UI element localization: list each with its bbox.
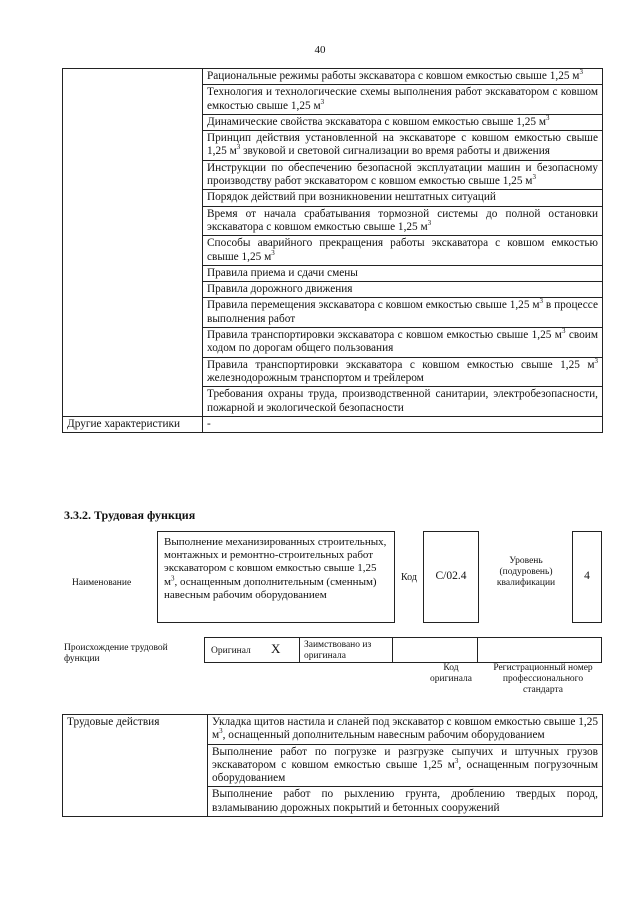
row-sup: 3 <box>427 219 432 228</box>
borrowed-box <box>299 637 393 663</box>
actions-label-cell <box>63 715 208 817</box>
knowledge-cell <box>203 206 603 236</box>
row-text: Выполнение работ по рыхлению грунта, дроблению твердых пород, взламыванию дорожных покрытий и бетонных сооружений <box>212 788 598 814</box>
name-label: Наименование <box>72 578 132 588</box>
row-text: Правила приема и сдачи смены <box>207 266 358 279</box>
empty-label-cell <box>63 69 203 417</box>
row-after: своим ходом по дорогам общего пользования <box>207 329 598 355</box>
row-after: звуковой и световой сигнализации во время работы и движения <box>240 145 550 158</box>
row-text: Время от начала срабатывания тормозной системы до полной остановки экскаватора с ковшом емкостью свыше 1,25 м <box>207 207 598 233</box>
code-caption: Код оригинала <box>430 663 472 684</box>
row-text: Правила дорожного движения <box>207 283 353 296</box>
level-label: Уровень (подуровень) квалификации <box>496 556 556 588</box>
knowledge-cell <box>203 160 603 190</box>
knowledge-cell <box>203 236 603 266</box>
row-sup: 3 <box>594 356 598 365</box>
original-code-box <box>392 637 478 663</box>
row-sup: 3 <box>545 114 550 123</box>
code-value: C/02.4 <box>423 531 479 623</box>
other-label: Другие характеристики <box>67 417 181 430</box>
row-text: Технология и технологические схемы выполнения работ экскаватором с ковшом емкостью свыше 1,25 м <box>207 86 598 112</box>
page-number: 40 <box>314 44 326 56</box>
row-text: Укладка щитов настила и сланей под экскаватор с ковшом емкостью свыше 1,25 м <box>212 716 599 742</box>
function-name-text: Выполнение механизированных строительных, монтажных и ремонтно-строительных работ экскаватором с ковшом емкостью свыше 1,25 м <box>164 536 387 588</box>
level-value: 4 <box>572 531 602 623</box>
row-sup: 3 <box>579 68 583 77</box>
knowledge-table <box>62 68 603 433</box>
original-label: Оригинал <box>211 646 251 656</box>
section-heading: 3.3.2. Трудовая функция <box>64 508 196 522</box>
row-after: железнодорожным транспортом и трейлером <box>207 371 424 384</box>
row-text: Принцип действия установленной на экскаваторе с ковшом емкостью свыше 1,25 м <box>207 132 598 158</box>
reg-number-box <box>477 637 602 663</box>
row-sup: 3 <box>236 143 241 152</box>
knowledge-cell <box>203 357 603 387</box>
knowledge-cell <box>203 298 603 328</box>
row-text: Требования охраны труда, производственной санитарии, электробезопасности, пожарной и экологической безопасности <box>207 388 598 414</box>
row-sup: 3 <box>320 97 325 106</box>
row-text: Правила перемещения экскаватора с ковшом емкостью свыше 1,25 м <box>207 299 540 312</box>
knowledge-cell <box>203 328 603 358</box>
row-text: Правила транспортировки экскаватора с ковшом емкостью свыше 1,25 м <box>207 358 595 371</box>
action-cell <box>208 787 603 817</box>
knowledge-cell <box>203 265 603 281</box>
knowledge-cell <box>203 282 603 298</box>
row-sup: 3 <box>454 757 459 766</box>
function-name-after: , оснащенным дополнительным (сменным) навесным рабочим оборудованием <box>164 575 377 601</box>
row-text: Инструкции по обеспечению безопасной эксплуатации машин и безопасному производству работ экскаватором с ковшом емкостью свыше 1,25 м <box>207 161 598 188</box>
knowledge-cell <box>203 131 603 161</box>
row-sup: 3 <box>219 727 223 736</box>
borrowed-label: Заимствовано из оригинала <box>304 640 372 661</box>
knowledge-cell <box>203 114 603 130</box>
row-after: , оснащенным погрузочным оборудованием <box>212 758 599 785</box>
row-sup: 3 <box>561 327 566 336</box>
other-value-cell <box>203 416 603 432</box>
row-after: в процессе выполнения работ <box>207 299 598 325</box>
row-sup: 3 <box>539 297 544 306</box>
other-row <box>63 416 603 432</box>
origin-label: Происхождение трудовой функции <box>64 643 168 664</box>
actions-label: Трудовые действия <box>67 716 160 728</box>
function-name-box <box>157 531 395 623</box>
row-text: Выполнение работ по погрузке и разгрузке сыпучих и штучных грузов экскаватором с ковшом емкостью свыше 1,25 м <box>212 745 598 771</box>
row-after: , оснащенный дополнительным навесным рабочим оборудованием <box>222 729 545 742</box>
other-value: - <box>207 417 211 430</box>
action-cell <box>208 715 603 745</box>
table-row <box>63 69 603 85</box>
row-sup: 3 <box>532 173 536 182</box>
original-box <box>204 637 300 663</box>
row-text: Правила транспортировки экскаватора с ковшом емкостью свыше 1,25 м <box>207 329 562 342</box>
row-text: Рациональные режимы работы экскаватора с ковшом емкостью свыше 1,25 м <box>207 70 580 82</box>
knowledge-cell <box>203 190 603 206</box>
function-name-sup: 3 <box>170 573 175 582</box>
knowledge-cell <box>203 69 603 85</box>
original-mark: X <box>271 641 281 656</box>
reg-caption: Регистрационный номер профессионального стандарта <box>493 663 593 695</box>
code-label: Код <box>401 572 417 583</box>
origin-row <box>204 637 602 663</box>
knowledge-cell <box>203 85 603 115</box>
actions-table <box>62 714 603 817</box>
action-cell <box>208 744 603 787</box>
row-sup: 3 <box>271 248 275 257</box>
knowledge-cell <box>203 387 603 417</box>
row-text: Динамические свойства экскаватора с ковшом емкостью свыше 1,25 м <box>207 115 546 128</box>
table-row <box>63 715 603 745</box>
other-label-cell <box>63 416 203 432</box>
row-text: Способы аварийного прекращения работы экскаватора с ковшом емкостью свыше 1,25 м <box>207 237 598 263</box>
row-text: Порядок действий при возникновении нештатных ситуаций <box>207 191 496 204</box>
